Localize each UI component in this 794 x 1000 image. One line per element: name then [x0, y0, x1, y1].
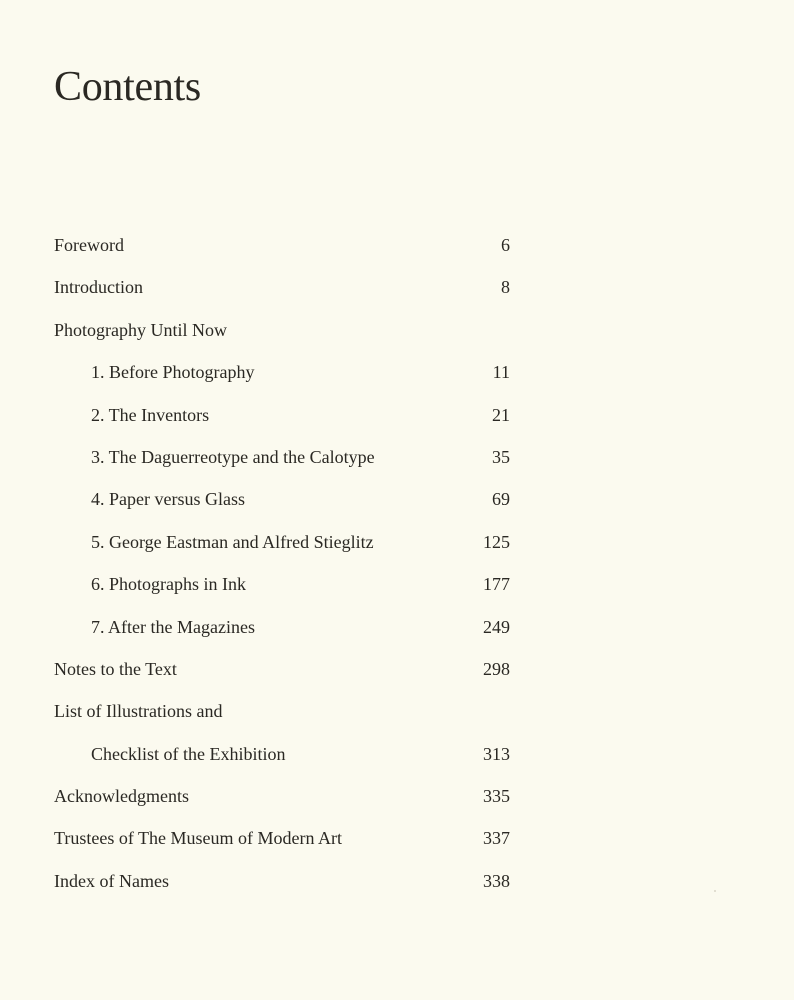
- toc-entry-label: 7. After the Magazines: [91, 616, 255, 637]
- toc-entry-label: Checklist of the Exhibition: [91, 743, 286, 764]
- toc-entry-label: Foreword: [54, 235, 124, 255]
- toc-entry-label: Index of Names: [54, 870, 169, 891]
- toc-entry-checklist[interactable]: [54, 739, 510, 781]
- toc-entry-list-of-illustrations[interactable]: [54, 696, 510, 738]
- toc-entry-chapter-2[interactable]: [54, 400, 510, 442]
- toc-entry-page-number: 11: [492, 362, 510, 383]
- toc-entry-label: Introduction: [54, 277, 143, 298]
- toc-entry-page-number: 177: [483, 574, 510, 595]
- table-of-contents: [54, 230, 510, 908]
- toc-entry-label: 4. Paper versus Glass: [91, 489, 245, 510]
- toc-entry-page-number: 6: [501, 235, 510, 255]
- toc-entry-acknowledgments[interactable]: [54, 781, 510, 823]
- toc-entry-label: 1. Before Photography: [91, 362, 255, 383]
- toc-entry-label: List of Illustrations and: [54, 701, 223, 722]
- toc-entry-label: Trustees of The Museum of Modern Art: [54, 828, 342, 849]
- toc-entry-page-number: 69: [492, 489, 510, 510]
- toc-entry-chapter-4[interactable]: [54, 484, 510, 526]
- toc-entry-trustees[interactable]: [54, 823, 510, 865]
- toc-entry-index[interactable]: [54, 866, 510, 908]
- toc-entry-label: 6. Photographs in Ink: [91, 574, 246, 595]
- toc-entry-page-number: 313: [483, 743, 510, 764]
- toc-entry-page-number: 21: [492, 404, 510, 425]
- toc-entry-page-number: 335: [483, 786, 510, 807]
- toc-entry-page-number: 8: [501, 277, 510, 298]
- toc-section-photography-until-now: [54, 315, 510, 357]
- toc-entry-page-number: 35: [492, 446, 510, 467]
- toc-entry-chapter-5[interactable]: [54, 527, 510, 569]
- toc-entry-page-number: 125: [483, 531, 510, 552]
- toc-entry-chapter-7[interactable]: [54, 612, 510, 654]
- toc-entry-notes[interactable]: [54, 654, 510, 696]
- toc-entry-chapter-3[interactable]: [54, 442, 510, 484]
- toc-entry-page-number: 338: [483, 870, 510, 891]
- toc-entry-introduction[interactable]: [54, 272, 510, 314]
- toc-entry-label: 3. The Daguerreotype and the Calotype: [91, 446, 375, 467]
- toc-entry-page-number: 298: [483, 658, 510, 679]
- paper-speck: [714, 890, 716, 892]
- toc-entry-label: 2. The Inventors: [91, 404, 210, 425]
- toc-entry-label: Acknowledgments: [54, 786, 189, 807]
- toc-entry-foreword[interactable]: [54, 230, 510, 272]
- toc-entry-label: Photography Until Now: [54, 319, 227, 340]
- page-title: Contents: [54, 64, 201, 110]
- toc-entry-page-number: 249: [483, 616, 510, 637]
- toc-entry-chapter-6[interactable]: [54, 569, 510, 611]
- toc-entry-label: 5. George Eastman and Alfred Stieglitz: [91, 531, 374, 552]
- toc-entry-chapter-1[interactable]: [54, 357, 510, 399]
- toc-entry-label: Notes to the Text: [54, 658, 177, 679]
- toc-entry-page-number: 337: [483, 828, 510, 849]
